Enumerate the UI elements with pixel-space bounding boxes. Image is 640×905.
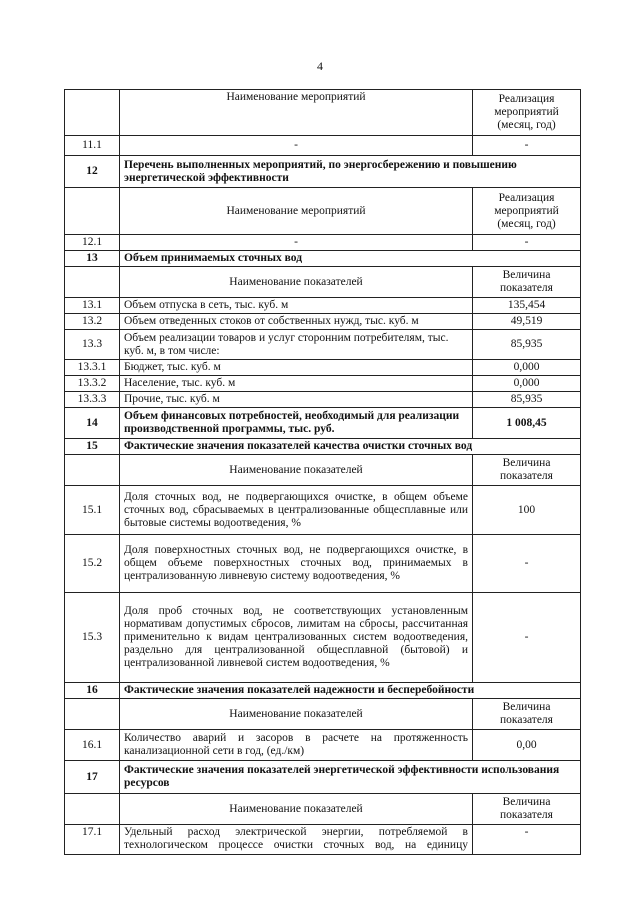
section-num: 16 (65, 683, 120, 699)
section-num: 17 (65, 761, 120, 794)
row-num: 17.1 (65, 825, 120, 855)
row-name: Количество аварий и засоров в расчете на протяженность канализационной сети в год, (ед./км) (120, 730, 473, 761)
ind-name-header: Наименование показателей (120, 794, 473, 825)
row-value: - (473, 825, 581, 855)
row-num: 13.3.3 (65, 392, 120, 408)
table-row (65, 314, 581, 330)
row-value: 0,00 (473, 730, 581, 761)
row-name: Удельный расход электрической энергии, потребляемой в технологическом процессе очистки сточных вод, на единицу (120, 825, 473, 855)
table-row (65, 376, 581, 392)
table-row (65, 593, 581, 683)
table-header-row (65, 90, 581, 136)
row-num: 15.3 (65, 593, 120, 683)
table-row (65, 408, 581, 439)
ind-name-header: Наименование показателей (120, 267, 473, 298)
row-value: 85,935 (473, 392, 581, 408)
row-name: Доля поверхностных сточных вод, не подвергающихся очистке, в общем объеме поверхностных сточных вод, принимаемых в централизованную ливневую систему водоотведения, % (120, 535, 473, 593)
ind-value-header: Величина показателя (473, 267, 581, 298)
table-row (65, 825, 581, 855)
row-num: 11.1 (65, 136, 120, 156)
table-row (65, 330, 581, 360)
table-header-row (65, 699, 581, 730)
ind-name-header: Наименование показателей (120, 455, 473, 486)
table-row (65, 486, 581, 535)
table-row (65, 392, 581, 408)
row-value: 49,519 (473, 314, 581, 330)
row-value: 1 008,45 (473, 408, 581, 439)
events-impl-header: Реализация мероприятий (месяц, год) (473, 188, 581, 235)
table-header-row (65, 267, 581, 298)
row-num: 13.2 (65, 314, 120, 330)
events-name-header: Наименование мероприятий (120, 188, 473, 235)
row-name: - (120, 136, 473, 156)
num-cell (65, 267, 120, 298)
row-num: 13.3.2 (65, 376, 120, 392)
row-value: - (473, 136, 581, 156)
ind-name-header: Наименование показателей (120, 699, 473, 730)
row-name: Объем финансовых потребностей, необходимый для реализации производственной программы, тыс. руб. (120, 408, 473, 439)
row-value: - (473, 235, 581, 251)
indicators-table (64, 89, 581, 855)
section-title: Объем принимаемых сточных вод (120, 251, 581, 267)
row-value: - (473, 593, 581, 683)
page-number: 4 (317, 59, 323, 73)
row-name: Объем отпуска в сеть, тыс. куб. м (120, 298, 473, 314)
row-num: 13.1 (65, 298, 120, 314)
num-cell (65, 455, 120, 486)
table-row (65, 535, 581, 593)
row-num: 15.2 (65, 535, 120, 593)
table-header-row (65, 455, 581, 486)
section-row (65, 761, 581, 794)
ind-value-header: Величина показателя (473, 455, 581, 486)
table-header-row (65, 188, 581, 235)
table-row (65, 235, 581, 251)
row-num: 12.1 (65, 235, 120, 251)
num-cell (65, 188, 120, 235)
section-title: Фактические значения показателей качества очистки сточных вод (120, 439, 581, 455)
num-cell (65, 794, 120, 825)
ind-value-header: Величина показателя (473, 699, 581, 730)
row-value: - (473, 535, 581, 593)
row-value: 135,454 (473, 298, 581, 314)
row-name: Доля сточных вод, не подвергающихся очистке, в общем объеме сточных вод, сбрасываемых в централизованные общесплавные или бытовые системы водоотведения, % (120, 486, 473, 535)
row-name: Прочие, тыс. куб. м (120, 392, 473, 408)
row-num: 14 (65, 408, 120, 439)
row-name: Объем реализации товаров и услуг сторонним потребителям, тыс. куб. м, в том числе: (120, 330, 473, 360)
section-row (65, 251, 581, 267)
section-num: 15 (65, 439, 120, 455)
events-name-header: Наименование мероприятий (120, 90, 473, 136)
row-name: Объем отведенных стоков от собственных нужд, тыс. куб. м (120, 314, 473, 330)
row-value: 0,000 (473, 376, 581, 392)
row-value: 100 (473, 486, 581, 535)
events-impl-header: Реализация мероприятий (месяц, год) (473, 90, 581, 136)
table-row (65, 136, 581, 156)
row-num: 13.3 (65, 330, 120, 360)
section-title: Перечень выполненных мероприятий, по энергосбережению и повышению энергетической эффективности (120, 156, 581, 188)
section-row (65, 683, 581, 699)
table-row (65, 298, 581, 314)
row-num: 15.1 (65, 486, 120, 535)
row-value: 85,935 (473, 330, 581, 360)
row-num: 16.1 (65, 730, 120, 761)
row-num: 13.3.1 (65, 360, 120, 376)
section-num: 12 (65, 156, 120, 188)
section-row (65, 156, 581, 188)
row-name: Население, тыс. куб. м (120, 376, 473, 392)
row-name: - (120, 235, 473, 251)
section-num: 13 (65, 251, 120, 267)
ind-value-header: Величина показателя (473, 794, 581, 825)
section-title: Фактические значения показателей надежности и бесперебойности (120, 683, 581, 699)
row-name: Доля проб сточных вод, не соответствующих установленным нормативам допустимых сбросов, лимитам на сбросы, рассчитанная применительно к видам централизованных систем водоотведения, раздельно для централизованной общесплавной (бытовой) и централизованной ливневой систем водоотведения, % (120, 593, 473, 683)
num-cell (65, 90, 120, 136)
table-row (65, 730, 581, 761)
row-name: Бюджет, тыс. куб. м (120, 360, 473, 376)
num-cell (65, 699, 120, 730)
table-header-row (65, 794, 581, 825)
table-row (65, 360, 581, 376)
section-title: Фактические значения показателей энергетической эффективности использования ресурсов (120, 761, 581, 794)
section-row (65, 439, 581, 455)
row-value: 0,000 (473, 360, 581, 376)
